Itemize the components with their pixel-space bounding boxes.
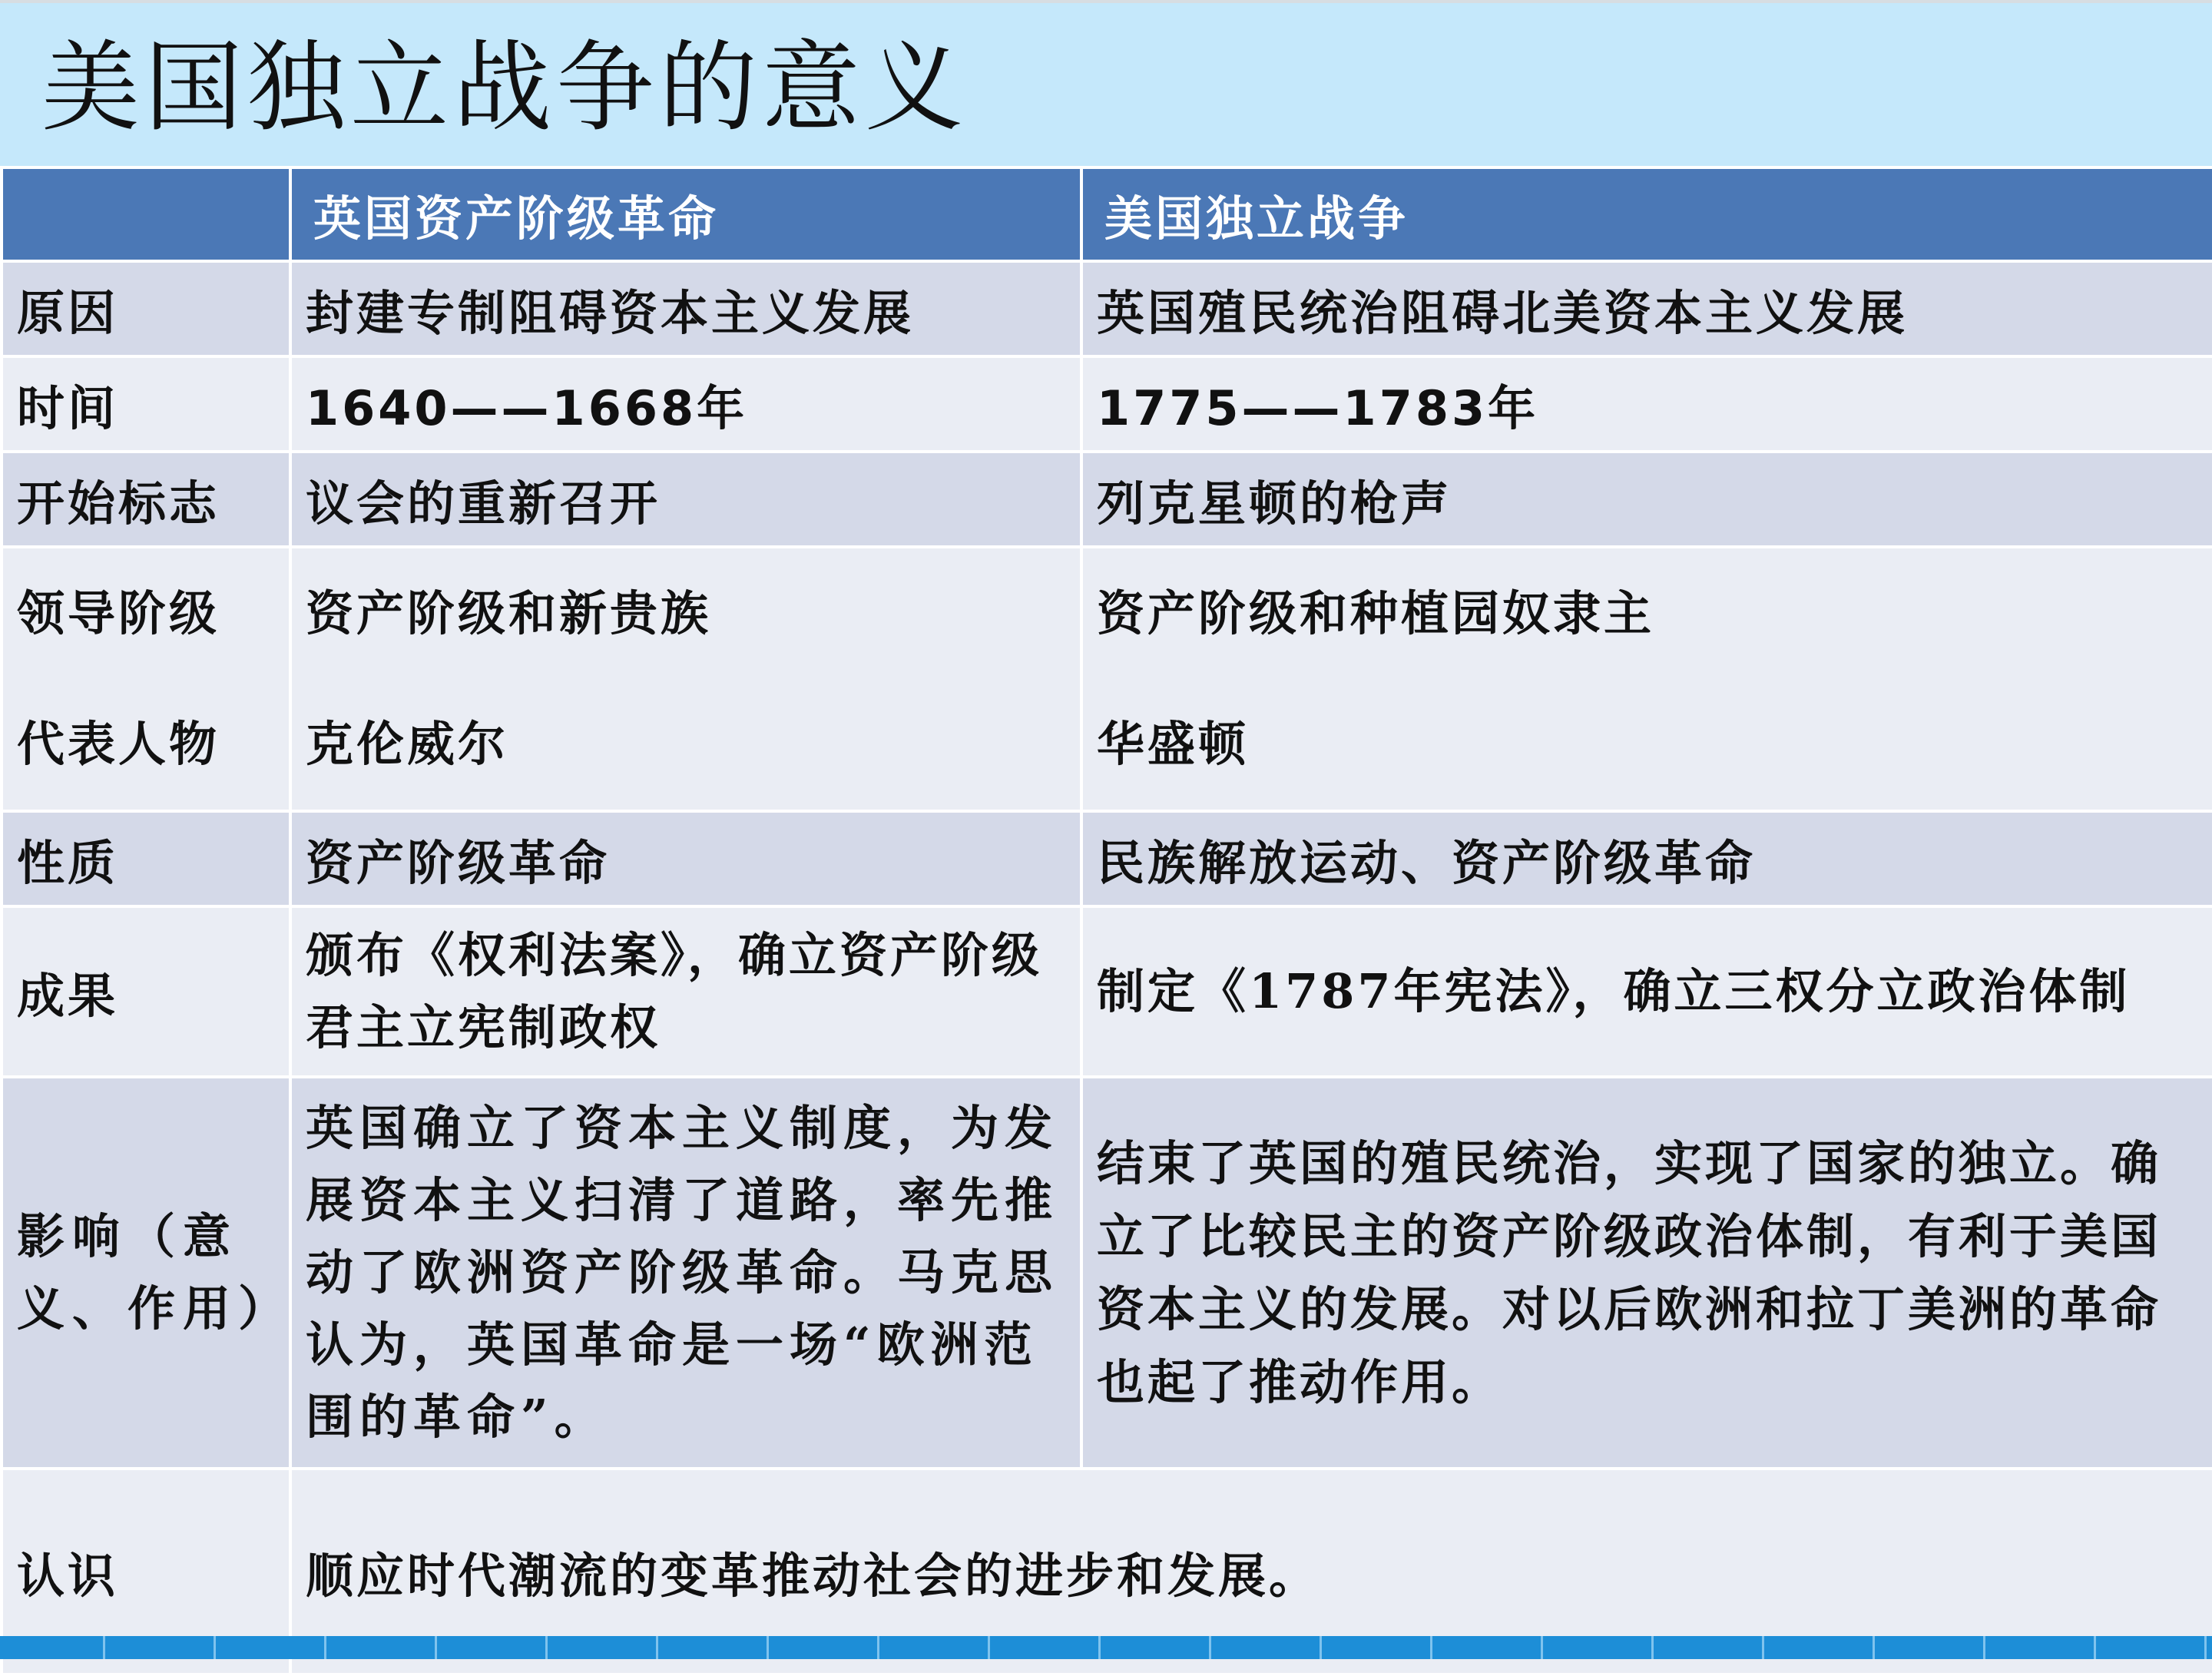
cell-us-impact: 结束了英国的殖民统治，实现了国家的独立。确立了比较民主的资产阶级政治体制，有利于美国资本主义的发展。对以后欧洲和拉丁美洲的革命也起了推动作用。 xyxy=(1081,1077,2212,1469)
slide-title: 美国独立战争的意义 xyxy=(41,31,969,145)
bottom-bar-tick xyxy=(435,1636,437,1659)
label-representative: 代表人物 xyxy=(17,716,220,772)
bottom-bar-tick xyxy=(767,1636,769,1659)
bottom-bar-tick xyxy=(877,1636,879,1659)
row-leaders xyxy=(2,547,2212,811)
row-label-nature: 性质 xyxy=(2,811,290,906)
cell-uk-nature: 资产阶级革命 xyxy=(290,811,1081,906)
row-label-cause: 原因 xyxy=(2,261,290,356)
cell-uk-cause: 封建专制阻碍资本主义发展 xyxy=(290,261,1081,356)
comparison-table xyxy=(0,166,2212,1676)
row-label-impact: 影响（意义、作用） xyxy=(2,1077,290,1469)
cell-uk-time: 1640——1668年 xyxy=(290,356,1081,452)
cell-insight: 顺应时代潮流的变革推动社会的进步和发展。 xyxy=(290,1469,2212,1674)
cell-us-result: 制定《1787年宪法》，确立三权分立政治体制 xyxy=(1081,906,2212,1077)
cell-us-start: 列克星顿的枪声 xyxy=(1081,452,2212,547)
bottom-bar-tick xyxy=(324,1636,326,1659)
bottom-bar-tick xyxy=(2094,1636,2096,1659)
cell-uk-leaders xyxy=(290,547,1081,811)
bottom-bar-tick xyxy=(214,1636,216,1659)
cell-us-leaders xyxy=(1081,547,2212,811)
cell-us-time: 1775——1783年 xyxy=(1081,356,2212,452)
row-impact xyxy=(2,1077,2212,1469)
title-bar xyxy=(0,0,2212,166)
row-label-leaders xyxy=(2,547,290,811)
bottom-bar-tick xyxy=(545,1636,548,1659)
bottom-bar-tick xyxy=(103,1636,105,1659)
bottom-bar-tick xyxy=(1541,1636,1543,1659)
bottom-bar-tick xyxy=(1873,1636,1875,1659)
row-result xyxy=(2,906,2212,1077)
cell-us-nature: 民族解放运动、资产阶级革命 xyxy=(1081,811,2212,906)
cell-uk-impact: 英国确立了资本主义制度，为发展资本主义扫清了道路，率先推动了欧洲资产阶级革命。马克思认为，英国革命是一场“欧洲范围的革命”。 xyxy=(290,1077,1081,1469)
bottom-bar-tick xyxy=(2204,1636,2207,1659)
row-nature xyxy=(2,811,2212,906)
bottom-bar-tick xyxy=(1320,1636,1322,1659)
cell-us-cause: 英国殖民统治阻碍北美资本主义发展 xyxy=(1081,261,2212,356)
row-label-result: 成果 xyxy=(2,906,290,1077)
uk-leading-class: 资产阶级和新贵族 xyxy=(306,585,712,641)
row-label-start: 开始标志 xyxy=(2,452,290,547)
row-cause xyxy=(2,261,2212,356)
us-leading-class: 资产阶级和种植园奴隶主 xyxy=(1097,585,1655,641)
cell-uk-result: 颁布《权利法案》，确立资产阶级君主立宪制政权 xyxy=(290,906,1081,1077)
bottom-bar-tick xyxy=(1209,1636,1211,1659)
header-empty xyxy=(2,167,290,261)
row-label-insight: 认识 xyxy=(2,1469,290,1674)
header-us-independence: 美国独立战争 xyxy=(1081,167,2212,261)
bottom-bar-tick xyxy=(1762,1636,1764,1659)
header-row xyxy=(2,167,2212,261)
bottom-bar-tick xyxy=(1430,1636,1432,1659)
row-label-time: 时间 xyxy=(2,356,290,452)
label-leading-class: 领导阶级 xyxy=(17,585,220,641)
bottom-bar-tick xyxy=(1983,1636,1985,1659)
row-time xyxy=(2,356,2212,452)
bottom-bar-tick xyxy=(656,1636,658,1659)
bottom-bar-tick xyxy=(1098,1636,1101,1659)
bottom-bar xyxy=(0,1636,2212,1659)
row-start xyxy=(2,452,2212,547)
header-uk-revolution: 英国资产阶级革命 xyxy=(290,167,1081,261)
uk-representative: 克伦威尔 xyxy=(306,716,509,772)
bottom-bar-tick xyxy=(988,1636,990,1659)
cell-uk-start: 议会的重新召开 xyxy=(290,452,1081,547)
us-representative: 华盛顿 xyxy=(1097,716,1250,772)
bottom-bar-tick xyxy=(1651,1636,1654,1659)
